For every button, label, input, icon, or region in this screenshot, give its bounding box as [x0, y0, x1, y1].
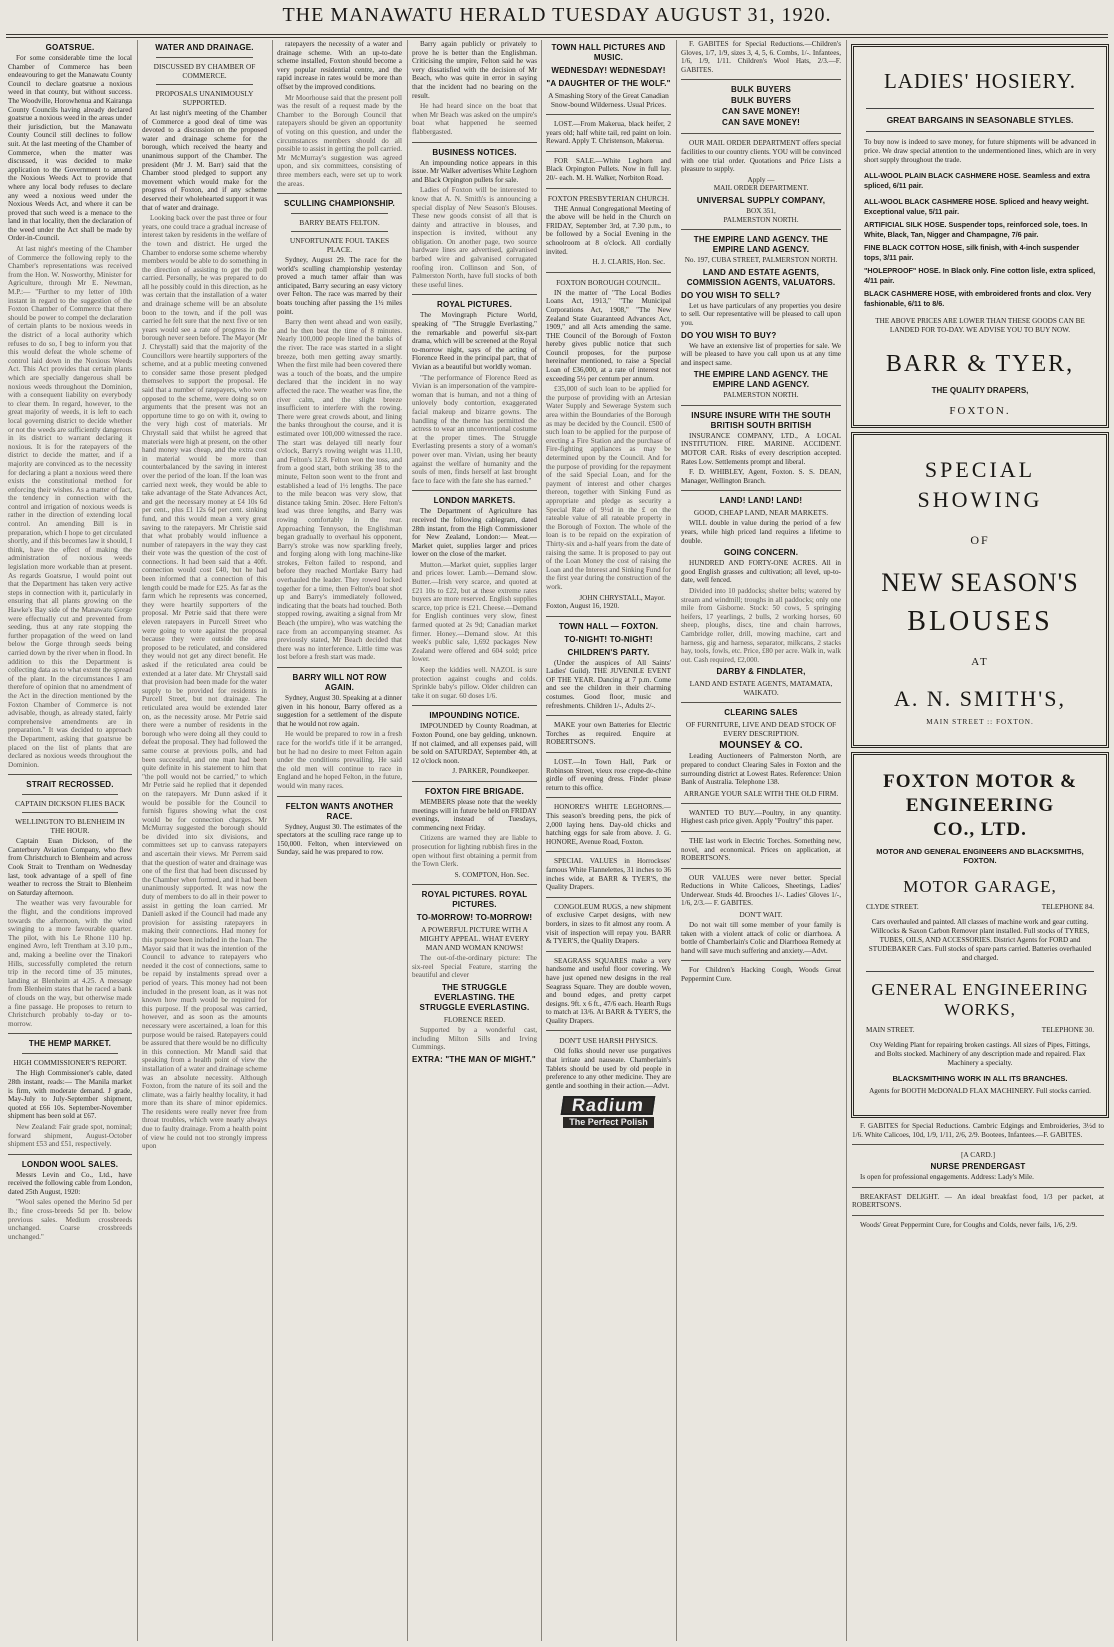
- ad-text: Oxy Welding Plant for repairing broken castings. All sizes of Pipes, Fittings, and Bolts stocked. Machinery of any description made and repaired. Flax Machinery a specialty.: [869, 1041, 1091, 1067]
- article-heading: SCULLING CHAMPIONSHIP.: [284, 199, 395, 209]
- ad-event: CHILDREN'S PARTY.: [567, 647, 650, 657]
- ad-subtitle: GREAT BARGAINS IN SEASONABLE STYLES.: [886, 115, 1074, 125]
- article-body: ratepayers the necessity of a water and drainage scheme. With an up-to-date scheme installed, Foxton should become a very popular residential centre, and the rapid increase in rates would be more than offset by the improved conditions.: [277, 40, 402, 91]
- article-heading: BUSINESS NOTICES.: [432, 147, 517, 157]
- article-subheading: CAPTAIN DICKSON FLIES BACK: [14, 799, 126, 809]
- ad-line: NEW SEASON'S: [881, 568, 1079, 597]
- divider: [681, 133, 841, 134]
- article-subheading: DISCUSSED BY CHAMBER OF COMMERCE.: [153, 62, 256, 80]
- ad-text: Cars overhauled and painted. All classes of machine work and gear cutting. Willcocks & Saxon Carbon Remover plant installed. Full stocks of TYRES, TUBES, OILS, AND ACCESSORIES. District Agents for FORD and STUDEBAKER Cars. Full stocks of spare parts carried. Batteries overhauled and charged.: [868, 918, 1092, 962]
- article-body: The Movingraph Picture World, speaking of "The Struggle Everlasting," the remarkable and powerful six-part drama, which will be screened at the Royal to-morrow night, says of the acting of Florence Reed in the principal part, that of Vivian as a beautiful but worldly woman.: [412, 311, 537, 371]
- ad-heading: MOTOR GARAGE,: [903, 877, 1057, 896]
- ad-text: OUR MAIL ORDER DEPARTMENT offers special facilities to our country clients. YOU will be convinced with one trial order. Quotations and Price Lists a pleasure to supply.: [681, 139, 841, 174]
- ad-company: UNIVERSAL SUPPLY COMPANY,: [696, 195, 826, 205]
- article-body: Barry again publicly or privately to prove he is better than the Englishman. Criticising the umpire, Felton said he was very dissatisfied with the decision of Mr Beach, who was quite in error in saying that the incident had no bearing on the result.: [412, 40, 537, 100]
- classified: CONGOLEUM RUGS, a new shipment of exclusive Carpet designs, with new borders, in sizes to fit almost any room. A visit of inspection will repay you. BARR & TYER'S, the Quality Drapers.: [546, 902, 671, 946]
- article-body: The Department of Agriculture has received the following cablegram, dated 28th instant, from the High Commissioner for New Zealand, London:— Meat.—Market quiet, supplies larger and prices lower on the close of the market.: [412, 507, 537, 559]
- classified: THE last work in Electric Torches. Something new, novel, and economical. Prices on application, at ROBERTSON'S.: [681, 836, 841, 863]
- article-body-continued: Mr Moorhouse said that the present poll was the result of a request made by the Chamber to the Borough Council that ratepayers should be given an opportunity of voting on this question, and under the circumstances members should do all possible to assist in getting the poll carried. Mr McMurray's suggestion was agreed upon, and six committees, consisting of three members each, were set up to work the areas.: [277, 93, 402, 188]
- article-body-continued: The weather was very favourable for the flight, and the conditions improved towards the afternoon, with the wind swinging to a more favourable quarter. The pilot, with his Le Rhone 110 hp. engined Avro, left Trentham at 3.10 p.m., and, making a beeline over the Tinakori Hills, successfully completed the return trip in the record time of 35 minutes, landing at Blenheim at 4.25. A message from Blenheim states that he raced a bank of clouds on the way, but otherwise made a fine passage. He proposes to return to Christchurch probably to-day or to-morrow.: [8, 899, 132, 1028]
- article-heading: LONDON MARKETS.: [433, 496, 516, 506]
- article-body: Sydney, August 30. Speaking at a dinner given in his honour, Barry offered as a suggestion for a settlement of the dispute that he would not row again.: [277, 694, 402, 728]
- divider: [546, 797, 671, 798]
- article-body: Do not wait till some member of your family is taken with a violent attack of colic or diarrhoea. A bottle of Chamberlain's Colic and Diarrhoea Remedy at hand will save much suffering and anxiety.—Advt.: [681, 921, 841, 955]
- ad-text-continued: The out-of-the-ordinary picture: The six-reel Special Feature, starring the beautiful and clever: [412, 954, 537, 980]
- article-body: Sydney, August 29. The race for the world's sculling championship yesterday proved a much tamer affair than was anticipated, Barry securing an easy victory over Felton. The race was marred by their boats touching after passing the 1½ miles point.: [277, 256, 402, 316]
- divider: [22, 812, 118, 813]
- ad-firm: BARR & TYER,: [885, 351, 1075, 377]
- divider: [681, 960, 841, 961]
- notice-body: IN the matter of "The Local Bodies Loans Act, 1913," "The Municipal Corporations Act, 1908," "The New Zealand State Guaranteed Advances Act, 1909," and all Acts amending the same. THE Council of the Borough of Foxton hereby gives public notice that such Council proposes, for the purpose hereinafter mentioned, to raise a Special Loan of £36,000, at a rate of interest not exceeding 5½ per centum per annum.: [546, 288, 671, 383]
- article-body-continued: "Wool sales opened the Merino 5d per lb.; fine cross-breeds 5d per lb. below previous sales. Medium crossbreeds unchanged. Coarse crossbreeds unchanged.": [8, 1198, 132, 1241]
- column-rule: [676, 40, 677, 1641]
- article-body: Old folks should never use purgatives that irritate and nauseate. Chamberlain's Tablets should be used by old people in preference to any other medicine. They are gentle and soothing in their action.—Advt.: [546, 1047, 671, 1090]
- ad-tonight: TO-NIGHT! TO-NIGHT!: [564, 634, 653, 644]
- ad-heading: TOWN HALL PICTURES AND MUSIC.: [551, 43, 666, 62]
- ad-text: A POWERFUL PICTURE WITH A MIGHTY APPEAL. WHAT EVERY MAN AND WOMAN KNOWS!: [419, 925, 530, 953]
- ad-text: BOX 351,: [746, 206, 776, 215]
- ad-heading: CAN SAVE MONEY!: [722, 118, 800, 128]
- article-body: MEMBERS please note that the weekly meetings will in future be held on FRIDAY evenings, instead of Tuesdays, commencing next Friday.: [412, 797, 537, 832]
- ad-item: ALL-WOOL BLACK CASHMERE HOSE. Spliced and heavy weight. Exceptional value, 5/11 pair.: [864, 197, 1089, 216]
- notice-heading: FOXTON PRESBYTERIAN CHURCH.: [547, 193, 670, 203]
- divider: [22, 1053, 118, 1054]
- ad-text: LAND AND ESTATE AGENTS, MATAMATA, WAIKATO.: [689, 679, 833, 698]
- ad-line: BLOUSES: [907, 606, 1053, 637]
- divider: [546, 188, 671, 189]
- signature: S. COMPTON, Hon. Sec.: [454, 870, 529, 879]
- ad-heading: DO YOU WISH TO SELL?: [681, 290, 781, 300]
- ad-contact: CLYDE STREET. TELEPHONE 84.: [866, 903, 1094, 911]
- divider: [8, 774, 132, 775]
- article-subheading: PROPOSALS UNANIMOUSLY SUPPORTED.: [155, 89, 254, 107]
- column-7-lower: [852, 1122, 1104, 1641]
- article-heading: LONDON WOOL SALES.: [21, 1159, 119, 1169]
- ad-subheading: OF FURNITURE, LIVE AND DEAD STOCK OF EVERY DESCRIPTION.: [685, 720, 837, 739]
- divider: [546, 897, 671, 898]
- article-heading: FELTON WANTS ANOTHER RACE.: [285, 801, 394, 821]
- article-body: The High Commissioner's cable, dated 28th instant, reads:— The Manila market is firm, with moderate demand. J grade, May-July to July-September shipment, quoted at £66 10s. September-November shipment has been sold at £67.: [8, 1069, 132, 1121]
- blouses-ad: [851, 432, 1109, 748]
- ad-heading: LAND AND ESTATE AGENTS, COMMISSION AGENTS, VALUATORS.: [686, 267, 836, 287]
- article-heading: GOATSRUE.: [45, 43, 95, 52]
- article-body-continued: New Zealand: Fair grade spot, nominal; forward shipment, August-October shipment £53 and £51, respectively.: [8, 1122, 132, 1149]
- ad-line: SPECIAL: [924, 457, 1036, 482]
- article-body-continued: Barry then went ahead and won easily, and he then beat the time of 8 minutes. Nearly 100,000 people lined the banks of the river. The race was started in a slight breeze, both men getting away smartly. When the first mile had been covered there was a touch of the boats, and the umpire declared that the incident in no way affected the race. The weather was fine, the river calm, and the slight breeze insufficient to interfere with the rowing. There were great crowds about, and lining the banks throughout the course, and it is estimated over 100,000 witnessed the race. The start was delayed till nearly four o'clock, Barry's rowing weight was 11.10, and Felton's 12.8. Felton won the toss, and from a good start, both striking 38 to the minute, Felton soon went to the front and established a lead of 1½ lengths. The pace to the mile beacon was very slow, that distance taking 5min. 20sec. Here Felton's lead was three lengths, and Barry was rowing comfortably in the rear. Approaching Tennyson, the Englishman began gradually to overhaul his opponent, Barry's stroke was now sparkling freely, and forging along with long machine-like strokes, Felton failed to respond, and before they reached Mortlake Barry had overhauled the leader. They rowed locked together for a time, then Felton's boat shot up and Barry's immediately followed, indicating that the boats had touched. Both stopped rowing, awaiting a signal from Mr Beach (the umpire), who was watching the race from an accompanying steamer. As previously stated, Mr Beach decided that there was no interference. Little time was lost before a fresh start was made.: [277, 318, 402, 662]
- classified: MAKE your own Batteries for Electric Torches as required. Enquire at ROBERTSON'S.: [546, 721, 671, 747]
- ad-heading: THE EMPIRE LAND AGENCY. THE EMPIRE LAND AGENCY.: [693, 235, 829, 255]
- notice-heading: FOXTON BOROUGH COUNCIL.: [556, 277, 661, 287]
- divider: [277, 796, 402, 797]
- ad-firm-sub: THE QUALITY DRAPERS,: [931, 386, 1029, 395]
- divider: [291, 231, 388, 232]
- article-heading: DON'T USE HARSH PHYSICS.: [559, 1036, 658, 1046]
- radium-logo: Radium: [561, 1096, 656, 1115]
- masthead: [0, 4, 1114, 34]
- ad-company: DARBY & FINDLATER,: [716, 667, 806, 677]
- divider: [681, 868, 841, 869]
- ad-extra: EXTRA: "THE MAN OF MIGHT.": [412, 1054, 536, 1064]
- classified: SEAGRASS SQUARES make a very handsome and useful floor covering. We have just opened new designs in the real Seagrass Square. They are double woven, and bound edges, and pretty carpet designs. 9ft. x 6 ft., 47/6 each. Hearth Rugs to match at 13/6. At BARR & TYER'S, the Quality Drapers.: [546, 956, 671, 1025]
- masthead-rule-2: [6, 37, 1108, 38]
- ad-text: Is open for professional engagements. Address: Lady's Mile.: [860, 1173, 1034, 1182]
- ad-title: FOXTON MOTOR &: [883, 771, 1077, 792]
- ad-star: FLORENCE REED.: [443, 1015, 506, 1025]
- article-heading: ROYAL PICTURES.: [436, 300, 512, 310]
- ad-text: Agents for BOOTH McDONALD FLAX MACHINERY. Full stocks carried.: [869, 1087, 1091, 1095]
- column-6: [681, 40, 841, 1641]
- divider: [681, 79, 841, 80]
- article-heading: DON'T WAIT.: [739, 910, 783, 920]
- article-heading: IMPOUNDING NOTICE.: [429, 711, 520, 721]
- article-body-continued: "The performance of Florence Reed as Vivian is an impersonation of the vampire-woman that is human, and not a thing of unlovely body contortion, exaggerated facial makeup and bizarre gowns. The handling of the theme has permitted the actress to wear an unconventional costume at the proper times. The Struggle Everlasting presents a story of a woman's power over man. Vivian, using her beauty against the welfare of humanity and the souls of men, finds herself at last brought face to face with the fate she has earned.": [412, 373, 537, 485]
- notice-date: Foxton, August 16, 1920.: [546, 602, 620, 611]
- ad-firm: A. N. SMITH'S,: [894, 686, 1066, 711]
- ad-text: No. 197, CUBA STREET, PALMERSTON NORTH.: [684, 256, 838, 265]
- ad-of: OF: [970, 533, 990, 547]
- ad-text: MAIL ORDER DEPARTMENT.: [713, 184, 809, 193]
- ad-heading: CLEARING SALES: [724, 708, 798, 718]
- article-body-continued: At last night's meeting of the Chamber of Commerce the following reply to the Chamber's representations was received from the Hon. W. Nosworthy, Minister for Agriculture, through Mr E. Newman, M.P.:— "Further to my letter of 10th instant in regard to the suggestion of the Foxton Chamber of Commerce that there should be power to compel the declaration of certain plants to be noxious weeds in the district of a local authority which refuses to do so, I beg to inform you that this would defeat the whole scheme of control laid down in the Noxious Weeds Act. This Act provides that certain plants which are specially dangerous shall be noxious weeds throughout the Dominion, with a consequent liability on everybody to clear them. In regard, however, to the great majority of weeds, it is left to each local governing district to decide whether or not the weeds are sufficiently dangerous in its district to warrant declaring it noxious. It is for the ratepayers of the district to decide the matter, and if a majority are convinced as to the necessity for declaring a plant a noxious weed there exists the constitutional method for enforcing their wishes. As a matter of fact, the tendency in connection with the control and irrigation of noxious weeds is rather in the direction of extending local control. An amending Bill is in preparation, which I hope to get circulated shortly, and if this becomes law it should, I think, have the effect of making the administration of noxious weeds legislation more workable than at present. As regards Goatsrue, I would point out that the Department has taken very active steps in connection with it, particularly in ensuring that all plants growing on the Hawke's Bay side of the Manawatu Gorge were effectually cut and prevented from seeding, thus at any rate stopping the further propagation of the weed on land below the Gorge through seeds being carried down by the river when in flood. In addition to this the Department is collecting data as to what extent the spread of the plant. In the circumstances I am therefore of opinion that no amendment of the Act in the direction mentioned by the Foxton Chamber of Commerce is not advisable, though, as already stated, fairly comprehensive amendments are in preparation." It was decided to approach the Department, asking that goatsrue be placed on the list of plants that are declared as noxious weeds throughout the Dominion.: [8, 245, 132, 769]
- signature: JOHN CHRYSTALL, Mayor.: [579, 593, 665, 602]
- divider: [681, 702, 841, 703]
- article-body: IMPOUNDED by County Roadman, at Foxton Pound, one bay gelding, unknown. If not claimed, and all expenses paid, will be sold on SATURDAY, September 4th, at 12 o'clock noon.: [412, 722, 537, 765]
- ad-heading: INSURE INSURE WITH THE SOUTH BRITISH SOUTH BRITISH: [691, 410, 831, 430]
- column-rule: [541, 40, 542, 1641]
- ad-text: INSURANCE COMPANY, LTD., A LOCAL INSTITUTION. FIRE. MARINE. ACCIDENT. MOTOR CAR. Risks of every description accepted. Rates Low. Settlements prompt and liberal.: [681, 431, 841, 466]
- article-body-continued: Citizens are warned they are liable to prosecution for lighting rubbish fires in the open without first obtaining a permit from the Town Clerk.: [412, 834, 537, 869]
- divider: [546, 851, 671, 852]
- article-subheading: BARRY BEATS FELTON.: [299, 218, 380, 228]
- divider: [546, 114, 671, 115]
- ad-town: FOXTON.: [949, 405, 1011, 417]
- divider: [8, 1154, 132, 1155]
- divider: [291, 213, 388, 214]
- article-body-continued: He had heard since on the boat that when Mr Beach was asked on the umpire's boat what happened he seemed flabbergasted.: [412, 102, 537, 136]
- article-heading: STRAIT RECROSSED.: [26, 780, 114, 790]
- article-body: Captain Euan Dickson, of the Canterbury Aviation Company, who flew from Christchurch to Blenheim and across Cook Strait to Trentham on Wednesday last, took advantage of a spell of fine weather to recross the Strait to Blenheim on Saturday afternoon.: [8, 837, 132, 897]
- article-body: Messrs Levin and Co., Ltd., have received the following cable from London, dated 25th August, 1920:: [8, 1170, 132, 1196]
- ad-item: BLACK CASHMERE HOSE, with embroidered fronts and clox. Very fashionable, 6/11 to 8/6.: [864, 289, 1092, 308]
- column-2: [142, 40, 267, 1641]
- ad-text: Let us have particulars of any properties you desire to sell. Our representative will be pleased to call upon you.: [681, 301, 841, 327]
- divider: [681, 490, 841, 491]
- column-1: [8, 40, 132, 1641]
- ad-contact: MAIN STREET. TELEPHONE 30.: [866, 1026, 1094, 1034]
- article-body: At last night's meeting of the Chamber of Commerce a good deal of time was devoted to a discussion on the proposed water and drainage scheme for the borough, which received the hearty and unanimous support of the Chamber. The president (Mr J. M. Barr) said that the Chamber stood pledged to support any movement which would make for the progress of Foxton, and if any scheme deserved their wholehearted support it was that of water and drainage.: [142, 109, 267, 212]
- ad-text: PALMERSTON NORTH.: [723, 215, 799, 224]
- divider: [681, 803, 841, 804]
- divider: [546, 616, 671, 617]
- divider: [681, 229, 841, 230]
- divider: [277, 193, 402, 194]
- ad-text: Apply —: [747, 175, 775, 184]
- column-5: [546, 40, 671, 1641]
- masthead-rule: [6, 34, 1108, 35]
- column-rule: [137, 40, 138, 1641]
- article-body: An impounding notice appears in this issue. Mr Walker advertises White Leghorn and Black Orpington pullets for sale.: [412, 158, 537, 184]
- divider: [681, 831, 841, 832]
- ad-heading: DO YOU WISH TO BUY?: [681, 330, 777, 340]
- classified: F. GABITES for Special Reductions. Cambric Edgings and Embroideries, 3½d to 1/6. White Calicoes, 10d, 1/9, 1/11, 2/6, 2/9. Bootees, Infantees.—F. GABITES.: [852, 1122, 1104, 1139]
- divider: [866, 108, 1094, 109]
- ad-heading: THE EMPIRE LAND AGENCY. THE EMPIRE LAND AGENCY.: [693, 370, 829, 390]
- article-body: Sydney, August 30. The estimates of the spectators at the sculling race range up to 150,000. Felton, when interviewed on Sunday, said he was prepared to row.: [277, 822, 402, 857]
- divider: [546, 715, 671, 716]
- ad-item: ARTIFICIAL SILK HOSE. Suspender tops, reinforced sole, toes. In White, Black, Tan, Nigger and Champagne, 7/6 pair.: [864, 220, 1088, 239]
- ad-at: AT: [971, 656, 989, 668]
- article-body: For some considerable time the local Chamber of Commerce has been endeavouring to get the Manawatu County Council to declare goatsrue a noxious weed in that county, but without success. The Woodville, Horowhenua and Kairanga County Councils having already declared goatsrue a noxious weed in the areas under their jurisdiction, but the Manawatu County Council still declines to follow suit. At the last meeting of the Chamber of Commerce, when the matter was discussed, it was decided to make application to the Government to amend the Noxious Weeds Act to provide that where any local body refuses to declare any weed a noxious weed under the Noxious Weeds Act, and where it can be proved that such weed is a menace to the land in that locality, then the declaration of the weed under the Act shall be made by Order-in-Council.: [8, 54, 132, 243]
- divider: [546, 951, 671, 952]
- classified: WANTED TO BUY.—Poultry, in any quantity. Highest cash price given. Apply "Poultry" this paper.: [681, 808, 841, 826]
- classified: LOST.—From Makerua, black heifer, 2 years old; half white tail, red paint on loin. Reward. Apply T. Christenson, Makerua.: [546, 120, 671, 146]
- divider: [412, 781, 537, 782]
- divider: [546, 752, 671, 753]
- ad-heading: BULK BUYERS: [731, 85, 791, 95]
- ad-line: SHOWING: [917, 487, 1043, 512]
- article-body-continued: Mutton.—Market quiet, supplies larger and prices lower. Lamb.—Demand slow. Butter.—Irish very scarce, and quoted at £21 10s to £22, but at these extreme rates buyers are more reserved. English supplies scarce, top price is £21. Cheese.—Demand for English continues very slow, finest farmed quoted at 2s 9d; Canadian market firmer. Honey.—Demand slow. At this week's public sale, 1,692 packages New Zealand were offered and 604 sold; price lower.: [412, 560, 537, 664]
- ad-text-continued: Supported by a wonderful cast, including Milton Sills and Irving Cummings.: [412, 1026, 537, 1052]
- ad-text: ARRANGE YOUR SALE WITH THE OLD FIRM.: [683, 788, 839, 798]
- masthead-title: THE MANAWATU HERALD TUESDAY AUGUST 31, 1920.: [282, 4, 832, 26]
- divider: [852, 1187, 1104, 1188]
- ad-film-title: THE STRUGGLE EVERLASTING. THE STRUGGLE EVERLASTING.: [419, 983, 530, 1013]
- ad-day: WEDNESDAY! WEDNESDAY!: [551, 66, 666, 75]
- classified: HONORE'S WHITE LEGHORNS.—This season's breeding pens, the pick of 2,000 laying hens. Day-old chicks and hatching eggs for sale from above. J. G. HONORE, Avenue Road, Foxton.: [546, 803, 671, 846]
- article-subheading: WELLINGTON TO BLENHEIM IN THE HOUR.: [15, 817, 125, 836]
- ad-subtitle: BLACKSMITHING WORK IN ALL ITS BRANCHES.: [892, 1074, 1068, 1083]
- ad-text-continued: Divided into 10 paddocks; shelter belts; watered by stream and windmill; troughs in all paddocks; only one mile from Gisborne. Stock: 50 cows, 5 springing heifers, 17 yearlings, 2 bulls, 2 working horses, 60 sheep, ploughs, discs, tine and chain harrows, Cambridge roller, drill, mowing machine, cart and harness, gig and harness, separator, milkcans, 2 stacks hay, tools, fowls, etc. Price, £80 per acre. Walk in, walk out. Cash required, £2,000.: [681, 587, 841, 664]
- ad-text: WILL double in value during the period of a few years, while high priced land requires a lifetime to double.: [681, 519, 841, 545]
- ladies-hosiery-ad: [851, 44, 1109, 428]
- divider: [866, 131, 1094, 132]
- ad-title: LADIES' HOSIERY.: [883, 69, 1077, 93]
- ad-text: (Under the auspices of All Saints' Ladies' Guild). THE JUVENILE EVENT OF THE YEAR. Dancing at 7 p.m. Come and see the children in their charming costumes. Good floor, music and refreshments. Children 1/-, Adults 2/-.: [546, 658, 671, 710]
- ad-intro: To buy now is indeed to save money, for future shipments will be advanced in price. We draw special attention to the undermentioned lines, which are in very short supply throughout the trade.: [864, 138, 1096, 164]
- notice-body: THE Annual Congregational Meeting of the above will be held in the Church on FRIDAY, September 3rd, at 7.30 p.m., to be followed by a Social Evening in the schoolroom at 8 o'clock. All cordially invited.: [546, 204, 671, 256]
- ad-item: FINE BLACK COTTON HOSE, silk finish, with 4-inch suspender tops, 3/11 pair.: [864, 243, 1080, 262]
- radium-ad: [546, 1096, 671, 1127]
- foxton-motor-ad: [851, 752, 1109, 1118]
- divider: [412, 884, 537, 885]
- ad-tomorrow: TO-MORROW! TO-MORROW!: [416, 913, 533, 923]
- divider: [852, 1215, 1104, 1216]
- article-heading: WATER AND DRAINAGE.: [155, 43, 254, 52]
- column-3: [277, 40, 402, 1641]
- article-subheading: UNFORTUNATE FOUL TAKES PLACE.: [289, 236, 390, 255]
- ad-heading: TOWN HALL — FOXTON.: [558, 621, 659, 631]
- article-heading: THE HEMP MARKET.: [28, 1039, 112, 1049]
- divider: [156, 84, 253, 85]
- ad-text: HUNDRED AND FORTY-ONE ACRES. All in good English grasses and cultivation; all level, up-to-date, well fenced.: [681, 559, 841, 585]
- ad-text: Leading Auctioneers of Palmerston North, are prepared to conduct Clearing Sales in Foxton and the surrounding district at Lowest Rates. Reference: Union Bank of Australia. Telephone 138.: [681, 752, 841, 787]
- column-rule: [272, 40, 273, 1641]
- radium-tagline: The Perfect Polish: [563, 1117, 654, 1128]
- column-4: [412, 40, 537, 1641]
- ad-heading: GOING CONCERN.: [723, 548, 799, 558]
- classified: BREAKFAST DELIGHT. — An ideal breakfast food, 1/3 per packet, at ROBERTSON'S.: [852, 1192, 1104, 1210]
- ad-item: ALL-WOOL PLAIN BLACK CASHMERE HOSE. Seamless and extra spliced, 6/11 pair.: [864, 171, 1090, 190]
- ad-heading: LAND! LAND! LAND!: [719, 496, 803, 506]
- divider: [156, 57, 253, 58]
- article-body-continued: Looking back over the past three or four years, one could trace a gradual increase of interest taken by residents in the welfare of the town and district. He urged the Chamber to endorse some scheme whereby members would be able to do something in the direction of assisting to get the poll carried. Personally, he was prepared to do all he possibly could in this direction, as he was certain that the installation of a water and drainage scheme will be an absolute boon to the town, and if the poll was carried he felt sure that the next five or ten years would see a rate of progress in the borough never seen before. The Mayor (Mr J. Chrystall) said that the majority of the Councillors were heartily supporters of the scheme, and at a public meeting convened to consider same those present pledged themselves to support the proposal. He said that a number of ratepayers, who were opposed to the scheme, were doing so on arguments that the present was not an opportune time to go on with it, owing to the very high cost of materials. Mr Chrystall said that whilst he agreed that materials were high at present, on the other hand money was cheap, and the extra cost in material would be more than counterbalanced by the saving in interest over the period of the loan. If the loan was carried next week, they would be able to take advantage of the State Advances Act, and get the necessary money at £4 10s 6d per cent., plus £1 12s 6d per cent. sinking fund, and this would mean a very great saving to the ratepayers. Mr Christie said that what probably would influence a number of ratepayers in the way they cast their vote was the question of the cost of connections. It had been said that a 40ft. connection would cost £40, but he had been informed that a connection of this length could be made for £25. As far as the farm which he represents was concerned, they were heartily supporters of the proposal. Mr Petrie said that there were eleven ratepayers in Purcell Street who were going to vote against the proposal because they were outside the area proposed to be reticulated, and considered they would not get any direct benefit. He asked if the reticulated area could be extended at a later date. Mr Chrystall said that provision had been made for the water supply to be provided for residents in Purcell Street, but not drainage. The reticulated area would be extended later on, as the necessity arose. Mr Petrie said there were a number of residents in the borough who were doing all they could to defeat the proposal. They had followed the same course at previous polls, and had been successful, and one man had been quite definite in his statement to him that "the poll would not be carried," to which Mr Petrie said he replied that it depended on the ratepayers. Mr Dunn asked if it would be possible for the Council to furnish figures showing what the cost would be for connection charges. Mr McMurray suggested the borough should be divided into six divisions, and committees set up to canvass ratepayers and ascertain their views. Mr Perrem said that the question of water and drainage was one of the first that had been discussed by the Chamber when formed, and it had been unanimously supported. It was now the duty of members to do all in their power to assist in getting the loan carried. Mr Daniell asked if the Council had made any provision for assisting ratepayers in making their connections. Had money for this purpose been included in the loan. The Mayor said that it was the intention of the Council to advance to ratepayers who needed it the cost of connections, same to be repaid by instalments spread over a period of years. This money had not been included in the present loan, as it was not known how much would be required for this purpose. If the proposal was carried, however, and as soon as the amounts necessary were ascertained, a loan for this purpose would be raised. Ratepayers could be assured that there would be no difficulty in this connection. Mr Mandl said that speaking from a health point of view the installation of a water and drainage scheme was an absolute necessity. Although Foxton, from the nature of its soil and the climate, was a fairly healthy locality, it had more than its share of minor epidemics. The residents were really never free from throat troubles, which were nearly always due to faulty drainage. From a health point of view he could not too strongly impress upon: [142, 214, 267, 1151]
- divider: [412, 294, 537, 295]
- ad-item: "HOLEPROOF" HOSE. In Black only. Fine cotton lisle, extra spliced, 4/11 pair.: [864, 266, 1096, 285]
- ad-heading: WORKS,: [944, 1000, 1016, 1019]
- ad-text: PALMERSTON NORTH.: [723, 391, 799, 400]
- classified: For Children's Hacking Cough, Woods Great Peppermint Cure.: [681, 966, 841, 984]
- column-rule: [407, 40, 408, 1641]
- divider: [8, 1033, 132, 1034]
- ad-footer: THE ABOVE PRICES ARE LOWER THAN THESE GOODS CAN BE LANDED FOR TO-DAY. WE ADVISE YOU TO BUY NOW.: [875, 317, 1085, 334]
- article-body-continued: He would be prepared to row in a fresh race for the world's title if it be arranged, but he had no desire to meet Felton again under the conditions prevailing. He said the old men will continue to race in England and he hoped Felton, in the future, would win many races.: [277, 730, 402, 790]
- ad-subheading: GOOD, CHEAP LAND, NEAR MARKETS.: [693, 508, 829, 518]
- ad-text: F. D. WHIBLEY, Agent, Foxton. S. S. DEAN, Manager, Wellington Branch.: [681, 468, 841, 485]
- divider: [546, 1030, 671, 1031]
- signature: H. J. CLARIS, Hon. Sec.: [592, 258, 665, 267]
- classified: F. GABITES for Special Reductions.—Children's Gloves, 1/7, 1/9, sizes 3, 4, 5, 6. Combs, 1/-. Infantees, 1/6, 1/9, 1/11. Children's Wool Hats, 2/3.—F. GABITES.: [681, 40, 841, 74]
- column-rule: [846, 40, 847, 1641]
- article-body-continued: Ladies of Foxton will be interested to know that A. N. Smith's is announcing a special display of New Season's Blouses. These new goods consist of all that is dainty and attractive in blouses, and inspection is invited, without any obligation. On another page, two source hardware lines are advertised, galvanised barbed wire and galvanised corrugated roofing iron. Collinson and Son, of Palmerston North, have full stocks of both these useful lines.: [412, 186, 537, 289]
- classified: LOST.—In Town Hall, Park or Robinson Street, vieux rose crepe-de-chine girdle off evening dress. Finder please return to this office.: [546, 758, 671, 792]
- article-body-continued: Keep the kiddies well. NAZOL is sure protection against coughs and colds. Sprinkle baby's pillow. Older children can take it on sugar. 60 doses 1/6.: [412, 666, 537, 700]
- article-heading: FOXTON FIRE BRIGADE.: [425, 786, 524, 796]
- ad-company: MOUNSEY & CO.: [719, 740, 803, 752]
- article-subheading: HIGH COMMISSIONER'S REPORT.: [13, 1058, 127, 1068]
- notice-body-continued: £35,000 of such loan to be applied for the purpose of providing with an Artesian Water Supply and Sewerage System such area within the Boundaries of the Borough as may be decided by the Council. £500 of such loan to be applied for the purpose of erecting a Fire Station and the purchase of Fire-fighting appliances as may be determined upon by the Council. And for the purpose of providing for the repayment of the said Special Loan, and for the payment of interest and other charges thereon, together with Sinking Fund as appropriate and pledge as security a Special Rate of 9½d in the £ on the rateable value of all rateable property in the Borough of Foxton. The whole of the loan is to be repaid on the expiration of Thirty-six and a-half years from the date of raising the same. It is proposed to pay out of the Loan Money the cost of raising the Loan and the Interest and Sinking Fund for the first year during the construction of the work.: [546, 385, 671, 591]
- divider: [546, 151, 671, 152]
- card-label: [A CARD.]: [960, 1150, 996, 1160]
- classified: OUR VALUES were never better. Special Reductions in White Calicoes, Sheetings, Ladies' Underwear. Studs 4d. Brooches 1/-. Ladies' Gloves 1/-, 1/6, 2/3.— F. GABITES.: [681, 873, 841, 908]
- ad-heading: GENERAL ENGINEERING: [871, 980, 1089, 999]
- article-heading: BARRY WILL NOT ROW AGAIN.: [292, 673, 387, 692]
- divider: [412, 490, 537, 491]
- divider: [412, 142, 537, 143]
- ad-title: CO., LTD.: [933, 819, 1027, 840]
- divider: [412, 705, 537, 706]
- divider: [681, 405, 841, 406]
- ad-heading: NURSE PRENDERGAST: [930, 1162, 1026, 1172]
- ad-film-title: "A DAUGHTER OF THE WOLF.": [546, 79, 671, 88]
- divider: [852, 1144, 1104, 1145]
- ad-heading: CAN SAVE MONEY!: [722, 107, 800, 117]
- classified: Woods' Great Peppermint Cure, for Coughs and Colds, never fails, 1/6, 2/9.: [860, 1220, 1078, 1229]
- divider: [277, 667, 402, 668]
- ad-subtitle: MOTOR AND GENERAL ENGINEERS AND BLACKSMITHS, FOXTON.: [876, 847, 1084, 865]
- divider: [866, 971, 1094, 972]
- signature: J. PARKER, Poundkeeper.: [452, 767, 529, 776]
- ad-heading: BULK BUYERS: [731, 96, 791, 106]
- ad-text: We have an extensive list of properties for sale. We will be pleased to have you call upon us at any time and inspect same.: [681, 341, 841, 367]
- ad-address: MAIN STREET :: FOXTON.: [926, 718, 1034, 726]
- divider: [546, 272, 671, 273]
- classified: FOR SALE.—White Leghorn and Black Orpington Pullets. Now in full lay. 20/- each. M. H. Walker, Norbiton Road.: [546, 156, 671, 182]
- ad-text: A Smashing Story of the Great Canadian Snow-bound Wilderness. Usual Prices.: [548, 91, 669, 109]
- divider: [22, 794, 118, 795]
- ad-title: ENGINEERING: [905, 795, 1055, 816]
- ad-heading: ROYAL PICTURES. ROYAL PICTURES.: [421, 890, 528, 910]
- classified: SPECIAL VALUES in Horrockses' famous White Flannelettes, 31 inches to 36 inches wide, at BARR & TYER'S, the Quality Drapers.: [546, 857, 671, 892]
